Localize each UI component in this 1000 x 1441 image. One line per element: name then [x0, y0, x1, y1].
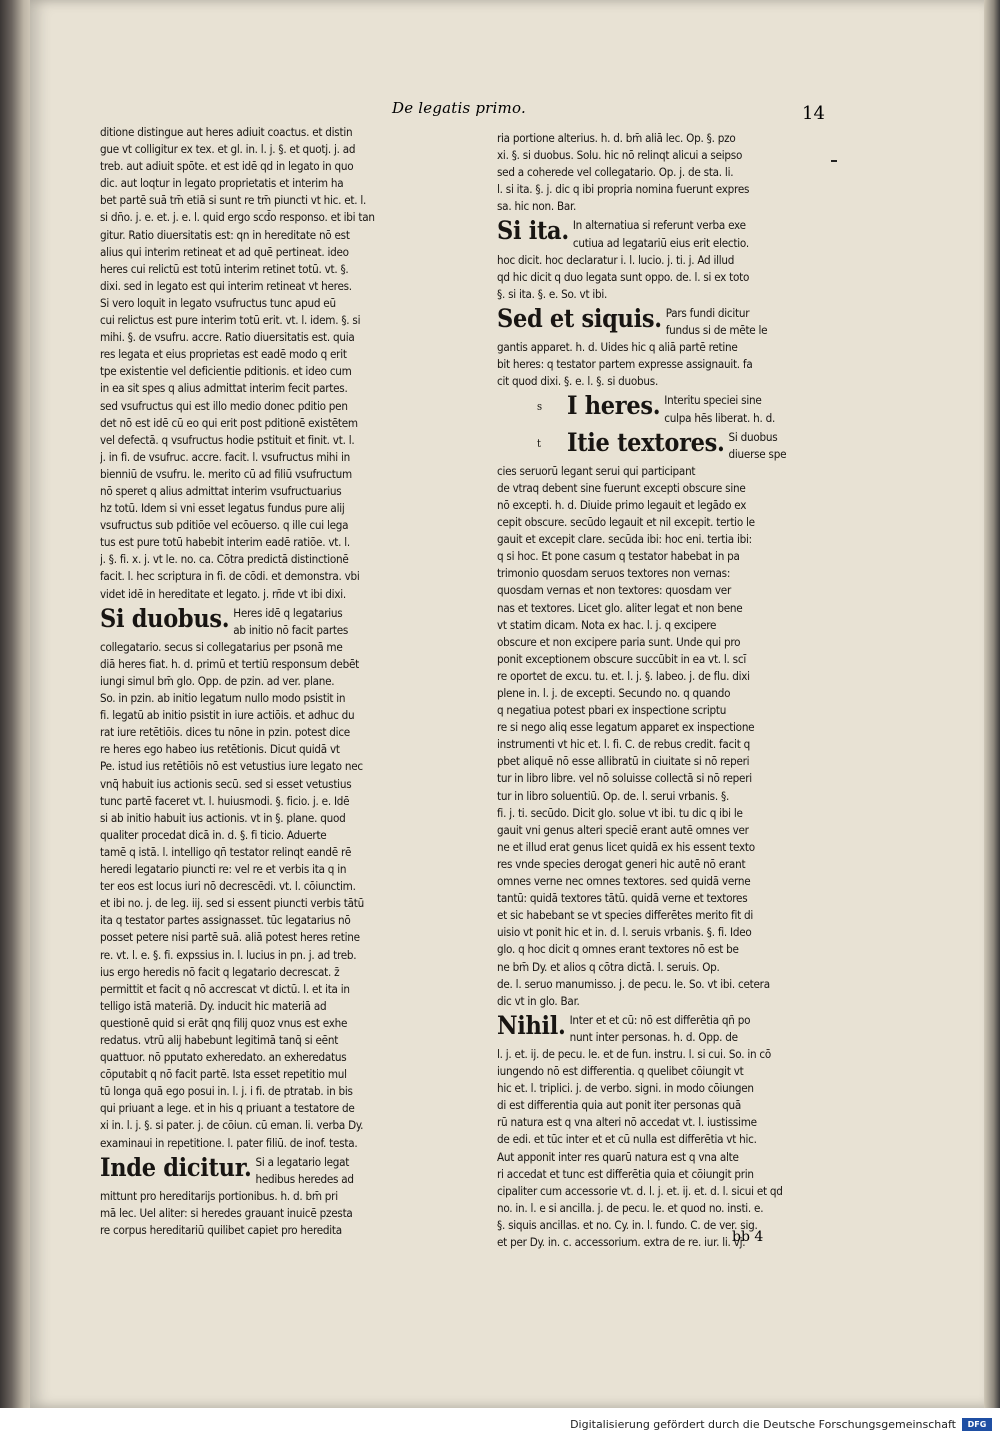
rubric-aside [233, 605, 348, 639]
left-block-2 [100, 639, 468, 1152]
text-line: in ea sit spes q alius admittat interim fecit partes. [100, 381, 348, 396]
text-line: Heres idē q legatarius [233, 605, 343, 620]
rubric-aside [255, 1154, 353, 1188]
text-line: cepit obscure. secūdo legauit et nil excepit. tertio le [497, 515, 755, 530]
text-line: collegatario. secus si collegatarius per psonā me [100, 639, 343, 654]
text-line: rū natura est q vna alteri nō accedat vt. l. iustissime [497, 1115, 757, 1130]
text-line: de. l. seruo manumisso. j. de pecu. le. So. vt ibi. cetera [497, 976, 770, 991]
text-line: l. si ita. §. j. dic q ibi propria nomina fuerunt expres [497, 182, 750, 197]
text-line: tunc partē faceret vt. l. huiusmodi. §. ficio. j. e. Idē [100, 793, 350, 808]
text-line: gitur. Ratio diuersitatis est: qn in hereditate nō est [100, 227, 350, 242]
rubric-word: Si duobus. [100, 603, 230, 633]
text-line: re corpus hereditariū quilibet capiet pro heredita [100, 1223, 342, 1237]
text-line: fundus si de mēte le [665, 323, 768, 338]
text-line: fi. j. ti. secūdo. Dicit glo. solue vt ibi. tu dic q ibi le [497, 805, 743, 820]
rubric-sed-et-siquis [497, 305, 865, 339]
text-line: ri accedat et tunc est differētia quia et cōiungit prin [497, 1166, 754, 1181]
text-line: ter eos est locus iuri nō decrescēdi. vt. l. cōiunctim. [100, 879, 356, 894]
rubric-word: Itie textores. [567, 427, 725, 457]
footer-bar [0, 1408, 1000, 1441]
text-line: nō speret q alius admittat interim vsufructuarius [100, 483, 342, 498]
text-line: ita q testator partes assignasset. tūc legatarius nō [100, 913, 351, 928]
text-line: q negatiua potest pbari ex inspectione scriptu [497, 703, 727, 718]
right-block-3 [497, 339, 865, 390]
text-line: hoc dicit. hoc declaratur i. l. lucio. j. ti. j. Ad illud [497, 252, 735, 267]
text-line: et ibi no. j. de leg. iij. sed si essent piuncti verbis tātū [100, 896, 364, 911]
rubric-nihil [497, 1012, 865, 1046]
text-line: vnq̄ habuit ius actionis secū. sed si esset vetustius [100, 776, 352, 791]
text-line: diā heres fiat. h. d. primū et tertiū responsum debēt [100, 656, 359, 671]
text-line: Interitu speciei sine [664, 393, 762, 408]
text-line: nas et textores. Licet glo. aliter legat et non bene [497, 600, 743, 615]
text-line: ius ergo heredis nō facit q legatario decrescat. z̄ [100, 964, 340, 979]
text-line: bet partē suā tm̄ etiā si sunt re tm̄ piuncti vt hic. et. l. [100, 193, 367, 208]
right-block-2 [497, 252, 865, 303]
rubric-aside [666, 305, 768, 339]
text-line: qd hic dicit q duo legata sunt oppo. de. l. si ex toto [497, 269, 750, 284]
text-line: fi. legatū ab initio psistit in iure actiōis. et adhuc du [100, 708, 355, 723]
text-line: res vnde species derogat generi hic autē nō erant [497, 856, 746, 871]
rubric-word: Inde dicitur. [100, 1152, 252, 1182]
text-line: iungendo nō est differentia. q quelibet cōiungit vt [497, 1064, 744, 1079]
text-line: tus est pure totū habebit interim eadē ratiōe. vt. l. [100, 535, 350, 550]
text-line: posset petere nisi partē suā. aliā potest heres retine [100, 930, 360, 945]
left-column [100, 124, 468, 1239]
text-line: videt idē in hereditate et legato. j. rn̄de vt ibi dixi. [100, 586, 346, 601]
text-line: cies seruorū legant serui qui participant [497, 463, 696, 478]
rubric-aside [729, 429, 787, 463]
text-line: cutiua ad legatariū eius erit electio. [572, 235, 749, 250]
text-line: tpe existentie vel deficientie pditionis. et ideo cum [100, 364, 352, 379]
folio-number: 14 [802, 103, 825, 124]
text-line: tur in libro soluentiū. Op. de. l. serui vrbanis. §. [497, 788, 730, 803]
page-edge [984, 0, 1000, 1408]
text-line: ab initio nō facit partes [233, 622, 349, 637]
rubric-si-ita [497, 217, 865, 251]
rubric-si-duobus [100, 605, 468, 639]
text-line: qui priuant a lege. et in his q priuant a testatore de [100, 1101, 355, 1116]
text-line: telligo istā materiā. Dy. inducit hic materiā ad [100, 998, 327, 1013]
text-line: cit quod dixi. §. e. l. §. si duobus. [497, 374, 659, 389]
text-line: l. j. et. ij. de pecu. le. et de fun. instru. l. si cui. So. in cō [497, 1046, 772, 1061]
text-line: sed a coherede vel collegatario. Op. j. de sta. li. [497, 165, 734, 180]
text-line: glo. q hoc dicit q omnes erant textores nō est be [497, 942, 739, 957]
text-line: no. in. l. e si ancilla. j. de pecu. le. et quod no. insti. e. [497, 1200, 764, 1215]
funding-credit: Digitalisierung gefördert durch die Deutsche Forschungsgemeinschaft [570, 1418, 956, 1431]
text-line: mā lec. Uel aliter: si heredes grauant inuicē pzesta [100, 1205, 353, 1220]
text-line: nō excepti. h. d. Diuide primo legauit et legādo ex [497, 497, 747, 512]
text-line: In alternatiua si referunt verba exe [572, 218, 746, 233]
text-line: dixi. sed in legato est qui interim retineat vt heres. [100, 278, 352, 293]
text-line: det nō est idē cū eo qui erit post pditionē existētem [100, 415, 358, 430]
text-line: Aut apponit inter res quarū natura est q vna alte [497, 1149, 739, 1164]
text-line: instrumenti vt hic et. l. fi. C. de rebus credit. facit q [497, 737, 750, 752]
text-line: alius qui interim retineat et ad quē pertineat. ideo [100, 244, 349, 259]
text-line: quattuor. nō pputato exheredato. an exheredatus [100, 1050, 347, 1065]
text-line: treb. aut adiuit spōte. et est idē qd in legato in quo [100, 159, 354, 174]
text-line: tantū: quidā textores tātū. quidā verne et textores [497, 891, 748, 906]
text-line: re oportet de excu. tu. et. l. j. §. labeo. j. de flu. dixi [497, 668, 750, 683]
margin-letter: t [537, 436, 541, 450]
text-line: examinaui in repetitione. l. pater filiū. de inof. testa. [100, 1135, 358, 1150]
text-line: uisio vt ponit hic et in. d. l. seruis vrbanis. §. fi. Ideo [497, 925, 752, 940]
text-line: gauit vni genus alteri speciē erant autē omnes ver [497, 822, 749, 837]
text-line: culpa hēs liberat. h. d. [664, 410, 776, 425]
text-line: mittunt pro hereditarijs portionibus. h. d. bm̄ pri [100, 1188, 338, 1203]
text-line: ne bm̄ Dy. et alios q cōtra dictā. l. seruis. Op. [497, 959, 720, 974]
text-line: hic et. l. triplici. j. de verbo. signi. in modo cōiungen [497, 1081, 754, 1096]
left-block-3 [100, 1188, 468, 1239]
text-line: heres cui relictū est totū interim retinet totū. vt. §. [100, 261, 349, 276]
rubric-aside [570, 1012, 751, 1046]
text-line: sed vsufructus qui est illo medio donec pditio pen [100, 398, 348, 413]
rubric-inde-dicitur [100, 1154, 468, 1188]
right-block-5 [497, 1046, 865, 1251]
rubric-itie-textores [497, 429, 865, 463]
rubric-i-heres [497, 392, 865, 426]
text-line: res legata et eius proprietas est eadē modo q erit [100, 347, 347, 362]
text-line: vsufructus sub pditiōe vel ecōuerso. q ille cui lega [100, 518, 349, 533]
text-line: hedibus heredes ad [255, 1171, 354, 1186]
text-line: gantis apparet. h. d. Uides hic q aliā partē retine [497, 340, 738, 355]
text-line: tamē q istā. l. intelligo qn̄ testator relinqt eandē rē [100, 844, 352, 859]
text-line: cipaliter cum accessorie vt. d. l. j. et. ij. et. d. l. sicui et qd [497, 1183, 783, 1198]
right-column [497, 130, 865, 1251]
text-line: et per Dy. in. c. accessorium. extra de re. iur. li. vj. [497, 1235, 746, 1249]
text-line: re heres ego habeo ius retētionis. Dicut quidā vt [100, 742, 340, 757]
text-line: cōputabit q nō facit partē. Ista esset repetitio mul [100, 1067, 347, 1082]
text-line: bit heres: q testator partem expresse assignauit. fa [497, 357, 753, 372]
text-line: tur in libro libre. vel nō soluisse collectā si nō reperi [497, 771, 752, 786]
rubric-word: Si ita. [497, 216, 569, 246]
text-line: rat iure retētiōis. dices tu nōne in pzin. potest dice [100, 725, 350, 740]
rubric-word: Sed et siquis. [497, 303, 662, 333]
text-line: questionē quid si erāt qnq filij quoz vnus est exhe [100, 1015, 348, 1030]
text-line: diuerse spe [728, 446, 787, 461]
text-line: vt statim dicam. Nota ex hac. l. j. q excipere [497, 617, 717, 632]
text-line: So. in pzin. ab initio legatum nullo modo psistit in [100, 691, 346, 706]
text-line: §. siquis ancillas. et no. Cy. in. l. fundo. C. de ver. sig. [497, 1217, 758, 1232]
text-line: Si vero loquit in legato vsufructus tunc apud eū [100, 295, 336, 310]
text-line: tū longa quā ego posui in. l. j. i fi. de ptratab. in bis [100, 1084, 353, 1099]
right-block-4 [497, 463, 865, 1010]
text-line: re. vt. l. e. §. fi. expssius in. l. lucius in pn. j. ad treb. [100, 947, 357, 962]
text-line: dic vt in glo. Bar. [497, 993, 580, 1008]
text-line: dic. aut loqtur in legato proprietatis et interim ha [100, 176, 344, 191]
text-line: gue vt colligitur ex tex. et gl. in. l. j. §. et quotj. j. ad [100, 142, 356, 157]
text-line: j. §. fi. x. j. vt le. no. ca. Cōtra predictā distinctionē [100, 552, 349, 567]
margin-letter: s [537, 400, 542, 414]
text-line: §. si ita. §. e. So. vt ibi. [497, 286, 608, 301]
text-line: bienniū de vsufru. le. merito cū ad filiū vsufructum [100, 466, 352, 481]
text-line: ne et illud erat genus licet quidā ex his essent texto [497, 839, 755, 854]
text-line: nunt inter personas. h. d. Opp. de [569, 1029, 738, 1044]
running-head: De legatis primo. [392, 99, 526, 117]
text-line: q si hoc. Et pone casum q testator habebat in pa [497, 549, 740, 564]
text-line: Si duobus [728, 429, 778, 444]
text-line: redatus. vtrū alij habebunt legitimā tanq̄ si eēnt [100, 1032, 339, 1047]
text-line: ponit exceptionem obscure succūbit in ea vt. l. scī [497, 651, 747, 666]
text-line: heredi legatario piuncti re: vel re et verbis ita q in [100, 862, 347, 877]
rubric-word: I heres. [567, 391, 661, 421]
text-line: pbet aliquē nō esse allibratū in ciuitate si nō reperi [497, 754, 750, 769]
text-line: quosdam vernas et non textores: quosdam ver [497, 583, 732, 598]
left-block-1 [100, 124, 468, 603]
dfg-logo: DFG [962, 1418, 992, 1431]
text-line: si dn̄o. j. e. et. j. e. l. quid ergo scd̄o responso. et ibi tan [100, 210, 375, 225]
text-line: trimonio quosdam seruos textores non vernas: [497, 566, 731, 581]
text-line: permittit et facit q nō accrescat vt dictū. l. et ita in [100, 981, 350, 996]
text-line: ria portione alterius. h. d. bm̄ aliā lec. Op. §. pzo [497, 131, 736, 145]
text-line: omnes verne nec omnes textores. sed quidā verne [497, 874, 751, 889]
text-line: Inter et et cū: nō est differētia qn̄ po [569, 1012, 751, 1027]
text-line: de edi. et tūc inter et et cū nulla est differētia vt hic. [497, 1132, 757, 1147]
text-line: vel defectā. q vsufructus hodie pstituit et finit. vt. l. [100, 432, 355, 447]
rubric-word: Nihil. [497, 1010, 566, 1040]
book-spine [0, 0, 34, 1408]
text-line: mihi. §. de vsufru. accre. Ratio diuersitatis est. quia [100, 330, 355, 345]
text-line: hz totū. Idem si vni esset legatus fundus pure alij [100, 501, 345, 516]
text-line: iungi simul bm̄ glo. Opp. de pzin. ad ver. plane. [100, 674, 335, 688]
text-line: j. in fi. de vsufruc. accre. facit. l. vsufructus mihi in [100, 449, 350, 464]
text-line: plene in. l. j. de excepti. Secundo no. q quando [497, 686, 731, 700]
text-line: gauit et excepit clare. secūda ibi: hoc eni. tertia ibi: [497, 532, 752, 547]
text-line: xi. §. si duobus. Solu. hic nō relinqt alicui a seipso [497, 148, 743, 163]
rubric-aside [664, 392, 775, 426]
text-line: Pars fundi dicitur [665, 305, 750, 320]
text-line: et sic habebant se vt species differētes merito fit di [497, 908, 754, 923]
text-line: sa. hic non. Bar. [497, 199, 577, 214]
text-line: obscure et non excipere paria sunt. Unde qui pro [497, 634, 741, 649]
rubric-aside [573, 217, 749, 251]
text-line: Pe. istud ius retētiōis nō est vetustius iure legato nec [100, 759, 363, 774]
text-line: facit. l. hec scriptura in fi. de cōdi. et demonstra. vbi [100, 569, 360, 584]
text-line: ditione distingue aut heres adiuit coactus. et distin [100, 125, 353, 139]
text-line: qualiter procedat dicā in. d. §. fi ticio. Aduerte [100, 827, 327, 842]
signature-mark: bb 4 [732, 1229, 764, 1245]
text-line: di est differentia quia aut ponit iter personas quā [497, 1098, 742, 1113]
text-line: cui relictus est pure interim totū erit. vt. l. idem. §. si [100, 313, 361, 328]
text-line: re si nego aliq esse legatum apparet ex inspectione [497, 720, 755, 735]
right-block-1 [497, 130, 865, 215]
text-line: Si a legatario legat [255, 1154, 350, 1169]
text-line: de vtraq debent sine fuerunt excepti obscure sine [497, 480, 746, 495]
text-line: si ab initio habuit ius actionis. vt in §. plane. quod [100, 810, 346, 825]
text-line: xi in. l. j. §. si pater. j. de cōiun. cū eman. li. verba Dy. [100, 1118, 364, 1133]
